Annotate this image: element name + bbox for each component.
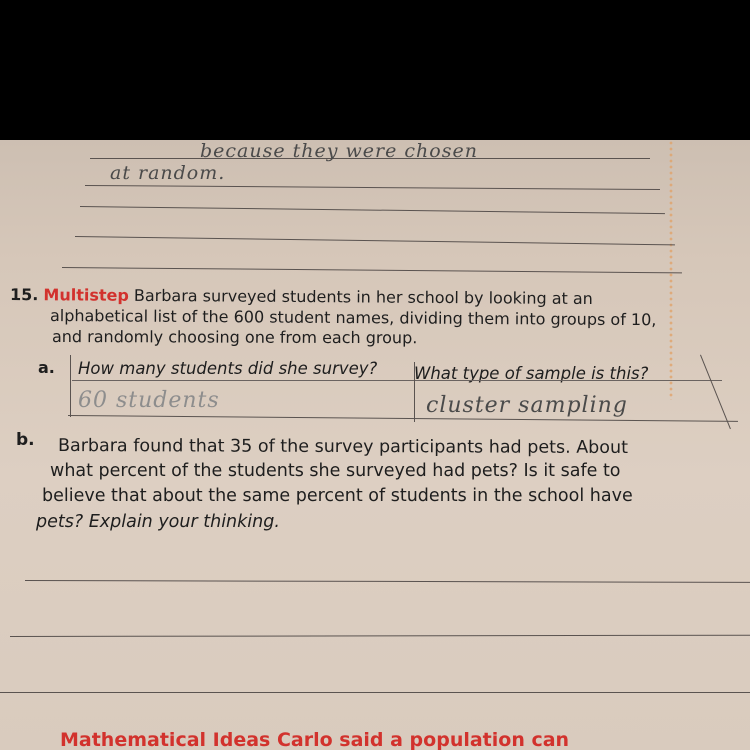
multistep-tag: Multistep	[43, 285, 129, 305]
part-b-letter: b.	[16, 430, 35, 450]
part-b-line3: believe that about the same percent of students in the school have	[42, 486, 633, 506]
handwritten-answer-a2: cluster sampling	[426, 393, 628, 418]
answer-line-a	[68, 415, 738, 422]
question-15-line3: and randomly choosing one from each group.	[51, 327, 418, 348]
next-question-partial	[60, 729, 569, 750]
part-a-question2: What type of sample is this?	[414, 364, 649, 383]
answer-line	[75, 236, 675, 245]
question-15-line1	[10, 285, 593, 308]
margin-dots	[668, 140, 674, 400]
part-b-line2: what percent of the students she surveyed had pets? Is it safe to	[50, 461, 621, 481]
handwritten-answer-line1: because they were chosen	[200, 140, 478, 162]
answer-box-right	[700, 355, 731, 430]
answer-line-b3	[0, 692, 750, 693]
answer-line-b1	[25, 580, 750, 583]
handwritten-answer-line2: at random.	[110, 162, 226, 184]
answer-line	[85, 185, 660, 190]
answer-line-b2	[10, 635, 750, 637]
part-a-letter: a.	[38, 358, 55, 377]
part-a-question1: How many students did she survey?	[78, 359, 378, 378]
part-b-line1: Barbara found that 35 of the survey participants had pets. About	[57, 436, 629, 458]
answer-box-left	[70, 355, 71, 417]
answer-line	[62, 267, 682, 273]
answer-box-divider	[414, 362, 415, 422]
part-b-line4: pets? Explain your thinking.	[36, 512, 280, 532]
worksheet-page	[0, 140, 750, 750]
answer-box-top	[72, 380, 722, 381]
question-number: 15.	[9, 285, 39, 305]
question-15-line2: alphabetical list of the 600 student names, dividing them into groups of 10,	[49, 306, 657, 330]
question-text: Barbara surveyed students in her school by looking at an	[133, 285, 593, 309]
next-question-tag: Mathematical Ideas Carlo said a population can	[60, 729, 570, 750]
handwritten-answer-a1: 60 students	[78, 388, 220, 413]
answer-line	[80, 206, 665, 214]
